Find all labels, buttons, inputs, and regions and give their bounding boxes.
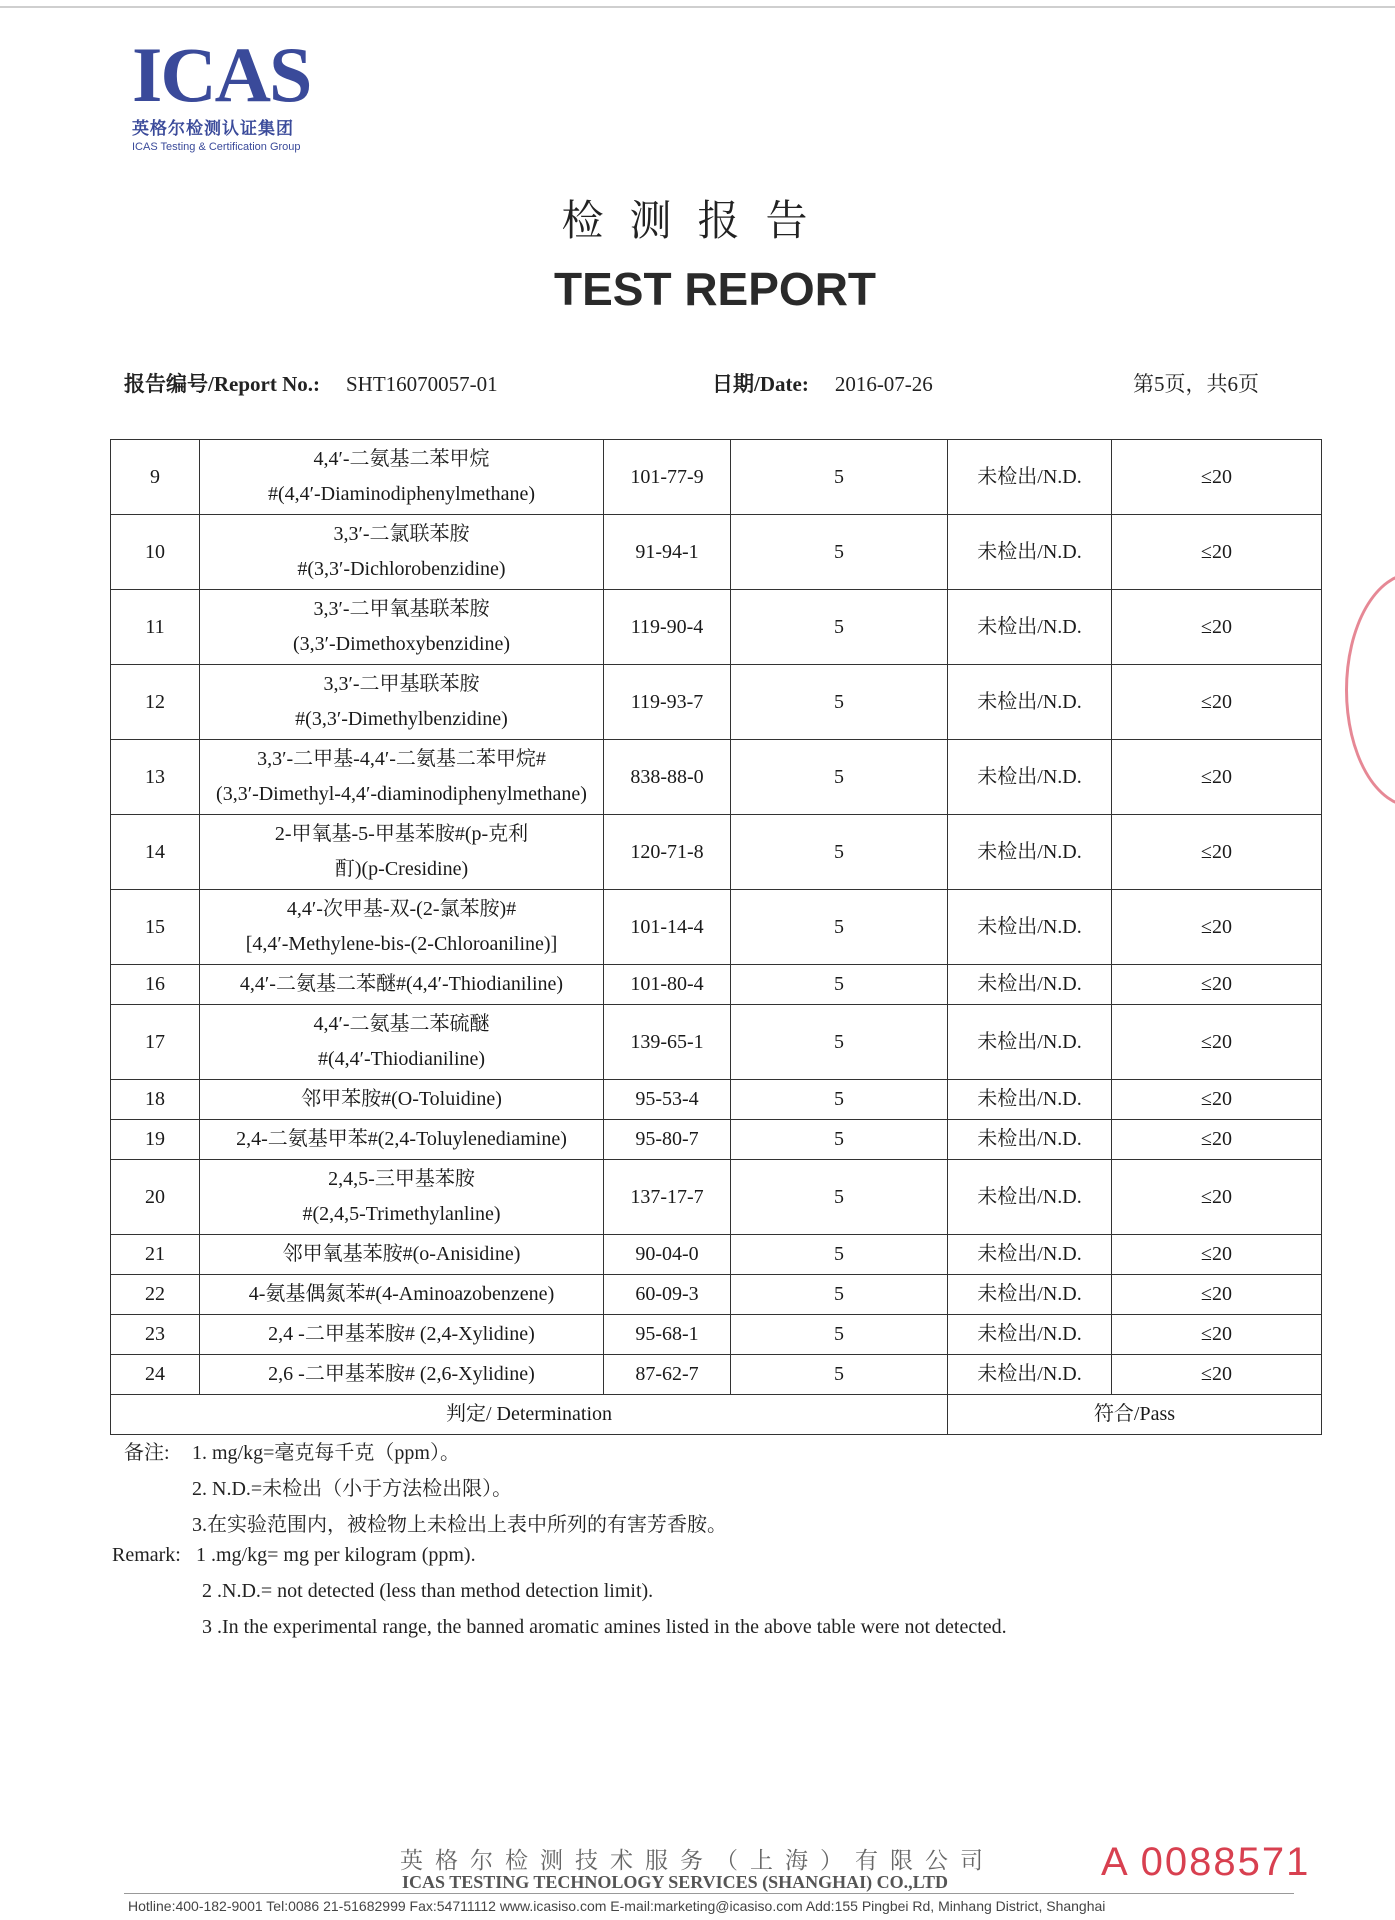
row-number: 20 xyxy=(111,1160,200,1235)
substance-name xyxy=(200,1120,604,1160)
notes-en-prefix: Remark: xyxy=(112,1544,181,1566)
substance-name-cn: 2,4,5-三甲基苯胺 xyxy=(328,1168,475,1190)
note-en-1: 1 .mg/kg= mg per kilogram (ppm). xyxy=(196,1544,476,1566)
limit-value: ≤20 xyxy=(1112,965,1322,1005)
note-en-2: 2 .N.D.= not detected (less than method detection limit). xyxy=(202,1580,654,1602)
report-date xyxy=(712,368,933,398)
substance-name-en: 酊)(p-Cresidine) xyxy=(334,858,469,880)
substance-name-cn: 4,4′-二氨基二苯甲烷 xyxy=(313,448,490,470)
cas-number: 101-14-4 xyxy=(604,890,731,965)
determination-row xyxy=(111,1395,1322,1435)
substance-name-cn: 4,4′-次甲基-双-(2-氯苯胺)# xyxy=(286,898,517,920)
cas-number: 137-17-7 xyxy=(604,1160,731,1235)
limit-value: ≤20 xyxy=(1112,1315,1322,1355)
cas-number: 90-04-0 xyxy=(604,1235,731,1275)
row-number: 12 xyxy=(111,665,200,740)
substance-name xyxy=(200,815,604,890)
row-number: 11 xyxy=(111,590,200,665)
report-number xyxy=(124,368,498,398)
detection-limit: 5 xyxy=(731,1275,948,1315)
substance-name-cn: 邻甲氧基苯胺#(o-Anisidine) xyxy=(282,1243,521,1265)
limit-value: ≤20 xyxy=(1112,890,1322,965)
footer-company-en: ICAS TESTING TECHNOLOGY SERVICES (SHANGHAI) CO.,LTD xyxy=(402,1872,949,1892)
title-cn: 检测报告 xyxy=(561,196,834,245)
substance-name-cn: 2,4 -二甲基苯胺# (2,4-Xylidine) xyxy=(268,1323,535,1345)
row-number: 21 xyxy=(111,1235,200,1275)
cas-number: 95-80-7 xyxy=(604,1120,731,1160)
test-result: 未检出/N.D. xyxy=(948,965,1112,1005)
detection-limit: 5 xyxy=(731,440,948,515)
note-cn-3: 3.在实验范围内，被检物上未检出上表中所列的有害芳香胺。 xyxy=(192,1514,727,1536)
row-number: 16 xyxy=(111,965,200,1005)
detection-limit: 5 xyxy=(731,1005,948,1080)
row-number: 19 xyxy=(111,1120,200,1160)
substance-name-cn: 2,6 -二甲基苯胺# (2,6-Xylidine) xyxy=(268,1363,535,1385)
limit-value: ≤20 xyxy=(1112,1235,1322,1275)
substance-name xyxy=(200,1160,604,1235)
logo-cn-text: 英格尔检测认证集团 xyxy=(132,119,294,139)
test-result: 未检出/N.D. xyxy=(948,1005,1112,1080)
detection-limit: 5 xyxy=(731,890,948,965)
substance-name xyxy=(200,965,604,1005)
table-row xyxy=(111,590,1322,665)
substance-name xyxy=(200,1315,604,1355)
note-cn-2: 2. N.D.=未检出（小于方法检出限）。 xyxy=(192,1478,513,1500)
row-number: 22 xyxy=(111,1275,200,1315)
footer-contact: Hotline:400-182-9001 Tel:0086 21-51682999 Fax:54711112 www.icasiso.com E-mail:marketing@icasiso.com Add:155 Pingbei Rd, Minhang District, Shanghai xyxy=(128,1898,1106,1914)
limit-value: ≤20 xyxy=(1112,1005,1322,1080)
detection-limit: 5 xyxy=(731,1315,948,1355)
cas-number: 838-88-0 xyxy=(604,740,731,815)
detection-limit: 5 xyxy=(731,740,948,815)
substance-name-cn: 3,3′-二甲基-4,4′-二氨基二苯甲烷# xyxy=(257,748,546,770)
test-result: 未检出/N.D. xyxy=(948,1235,1112,1275)
substance-name xyxy=(200,590,604,665)
cas-number: 101-77-9 xyxy=(604,440,731,515)
table-row xyxy=(111,1275,1322,1315)
test-result: 未检出/N.D. xyxy=(948,515,1112,590)
cas-number: 119-93-7 xyxy=(604,665,731,740)
table-row xyxy=(111,1080,1322,1120)
substance-name-cn: 4,4′-二氨基二苯硫醚 xyxy=(313,1013,490,1035)
test-result: 未检出/N.D. xyxy=(948,815,1112,890)
cas-number: 120-71-8 xyxy=(604,815,731,890)
substance-name xyxy=(200,1235,604,1275)
table-row xyxy=(111,1160,1322,1235)
page-info: 第5页，共6页 xyxy=(1133,372,1259,396)
limit-value: ≤20 xyxy=(1112,1160,1322,1235)
substance-name-en: #(4,4′-Thiodianiline) xyxy=(317,1048,486,1070)
footer-company-cn: 英格尔检测技术服务（上海）有限公司 xyxy=(400,1848,995,1874)
substance-name-cn: 3,3′-二甲基联苯胺 xyxy=(323,673,480,695)
substance-name xyxy=(200,890,604,965)
substance-name xyxy=(200,665,604,740)
table-row xyxy=(111,1315,1322,1355)
detection-limit: 5 xyxy=(731,590,948,665)
substance-name-en: (3,3′-Dimethoxybenzidine) xyxy=(292,633,511,655)
row-number: 13 xyxy=(111,740,200,815)
substance-name-cn: 3,3′-二氯联苯胺 xyxy=(333,523,470,545)
substance-name xyxy=(200,515,604,590)
substance-name-en: #(3,3′-Dimethylbenzidine) xyxy=(295,708,508,730)
limit-value: ≤20 xyxy=(1112,665,1322,740)
row-number: 10 xyxy=(111,515,200,590)
detection-limit: 5 xyxy=(731,1080,948,1120)
detection-limit: 5 xyxy=(731,1355,948,1395)
table-row xyxy=(111,665,1322,740)
table-row xyxy=(111,890,1322,965)
table-row xyxy=(111,440,1322,515)
limit-value: ≤20 xyxy=(1112,1275,1322,1315)
substance-name-en: #(2,4,5-Trimethylanline) xyxy=(302,1203,501,1225)
substance-name xyxy=(200,1355,604,1395)
results-table xyxy=(110,439,1322,1435)
notes-cn-prefix: 备注: xyxy=(124,1442,170,1464)
detection-limit: 5 xyxy=(731,1120,948,1160)
top-rule xyxy=(0,6,1395,8)
logo-mark: ICAS xyxy=(132,31,311,118)
row-number: 24 xyxy=(111,1355,200,1395)
cas-number: 91-94-1 xyxy=(604,515,731,590)
detection-limit: 5 xyxy=(731,965,948,1005)
row-number: 17 xyxy=(111,1005,200,1080)
limit-value: ≤20 xyxy=(1112,1355,1322,1395)
cas-number: 95-68-1 xyxy=(604,1315,731,1355)
cas-number: 87-62-7 xyxy=(604,1355,731,1395)
substance-name-en: #(4,4′-Diaminodiphenylmethane) xyxy=(267,483,536,505)
substance-name-en: #(3,3′-Dichlorobenzidine) xyxy=(297,558,506,580)
date-value: 2016-07-26 xyxy=(834,372,933,396)
table-row xyxy=(111,515,1322,590)
table-row xyxy=(111,1235,1322,1275)
substance-name-en: (3,3′-Dimethyl-4,4′-diaminodiphenylmethane) xyxy=(216,783,587,805)
limit-value: ≤20 xyxy=(1112,740,1322,815)
substance-name xyxy=(200,440,604,515)
test-result: 未检出/N.D. xyxy=(948,1315,1112,1355)
cas-number: 101-80-4 xyxy=(604,965,731,1005)
row-number: 23 xyxy=(111,1315,200,1355)
substance-name-cn: 2-甲氧基-5-甲基苯胺#(p-克利 xyxy=(274,823,529,845)
limit-value: ≤20 xyxy=(1112,1120,1322,1160)
table-row xyxy=(111,1355,1322,1395)
test-result: 未检出/N.D. xyxy=(948,740,1112,815)
determination-label: 判定/ Determination xyxy=(111,1395,948,1435)
limit-value: ≤20 xyxy=(1112,1080,1322,1120)
row-number: 9 xyxy=(111,440,200,515)
footer-rule xyxy=(124,1893,1294,1894)
detection-limit: 5 xyxy=(731,1235,948,1275)
test-result: 未检出/N.D. xyxy=(948,1080,1112,1120)
substance-name-cn: 邻甲苯胺#(O-Toluidine) xyxy=(301,1088,502,1110)
cas-number: 139-65-1 xyxy=(604,1005,731,1080)
row-number: 15 xyxy=(111,890,200,965)
limit-value: ≤20 xyxy=(1112,515,1322,590)
note-cn-1: 1. mg/kg=毫克每千克（ppm）。 xyxy=(192,1442,460,1464)
serial-number: A 0088571 xyxy=(1101,1840,1311,1884)
test-result: 未检出/N.D. xyxy=(948,1160,1112,1235)
substance-name xyxy=(200,1275,604,1315)
company-seal-stamp xyxy=(1345,572,1395,808)
logo-en-text: ICAS Testing & Certification Group xyxy=(132,141,301,153)
substance-name xyxy=(200,1005,604,1080)
detection-limit: 5 xyxy=(731,1160,948,1235)
test-result: 未检出/N.D. xyxy=(948,590,1112,665)
determination-value: 符合/Pass xyxy=(948,1395,1322,1435)
test-result: 未检出/N.D. xyxy=(948,1275,1112,1315)
table-row xyxy=(111,1120,1322,1160)
report-no-value: SHT16070057-01 xyxy=(345,372,498,396)
company-logo xyxy=(132,31,311,153)
report-no-label: 报告编号/Report No.: xyxy=(124,372,320,396)
substance-name-cn: 3,3′-二甲氧基联苯胺 xyxy=(313,598,490,620)
detection-limit: 5 xyxy=(731,665,948,740)
test-result: 未检出/N.D. xyxy=(948,440,1112,515)
date-label: 日期/Date: xyxy=(712,372,809,396)
limit-value: ≤20 xyxy=(1112,590,1322,665)
limit-value: ≤20 xyxy=(1112,440,1322,515)
table-row xyxy=(111,965,1322,1005)
substance-name xyxy=(200,740,604,815)
limit-value: ≤20 xyxy=(1112,815,1322,890)
test-result: 未检出/N.D. xyxy=(948,1355,1112,1395)
cas-number: 119-90-4 xyxy=(604,590,731,665)
test-result: 未检出/N.D. xyxy=(948,890,1112,965)
test-result: 未检出/N.D. xyxy=(948,1120,1112,1160)
cas-number: 60-09-3 xyxy=(604,1275,731,1315)
title-en: TEST REPORT xyxy=(553,263,877,315)
substance-name-en: [4,4′-Methylene-bis-(2-Chloroaniline)] xyxy=(245,933,558,955)
table-row xyxy=(111,740,1322,815)
substance-name-cn: 2,4-二氨基甲苯#(2,4-Toluylenediamine) xyxy=(236,1128,567,1150)
note-en-3: 3 .In the experimental range, the banned aromatic amines listed in the above table were not detected. xyxy=(202,1616,1007,1638)
detection-limit: 5 xyxy=(731,815,948,890)
table-row xyxy=(111,815,1322,890)
cas-number: 95-53-4 xyxy=(604,1080,731,1120)
table-row xyxy=(111,1005,1322,1080)
substance-name-cn: 4,4′-二氨基二苯醚#(4,4′-Thiodianiline) xyxy=(239,973,564,995)
substance-name-cn: 4-氨基偶氮苯#(4-Aminoazobenzene) xyxy=(248,1283,555,1305)
row-number: 14 xyxy=(111,815,200,890)
detection-limit: 5 xyxy=(731,515,948,590)
substance-name xyxy=(200,1080,604,1120)
results-table-body xyxy=(111,440,1322,1395)
test-result: 未检出/N.D. xyxy=(948,665,1112,740)
row-number: 18 xyxy=(111,1080,200,1120)
